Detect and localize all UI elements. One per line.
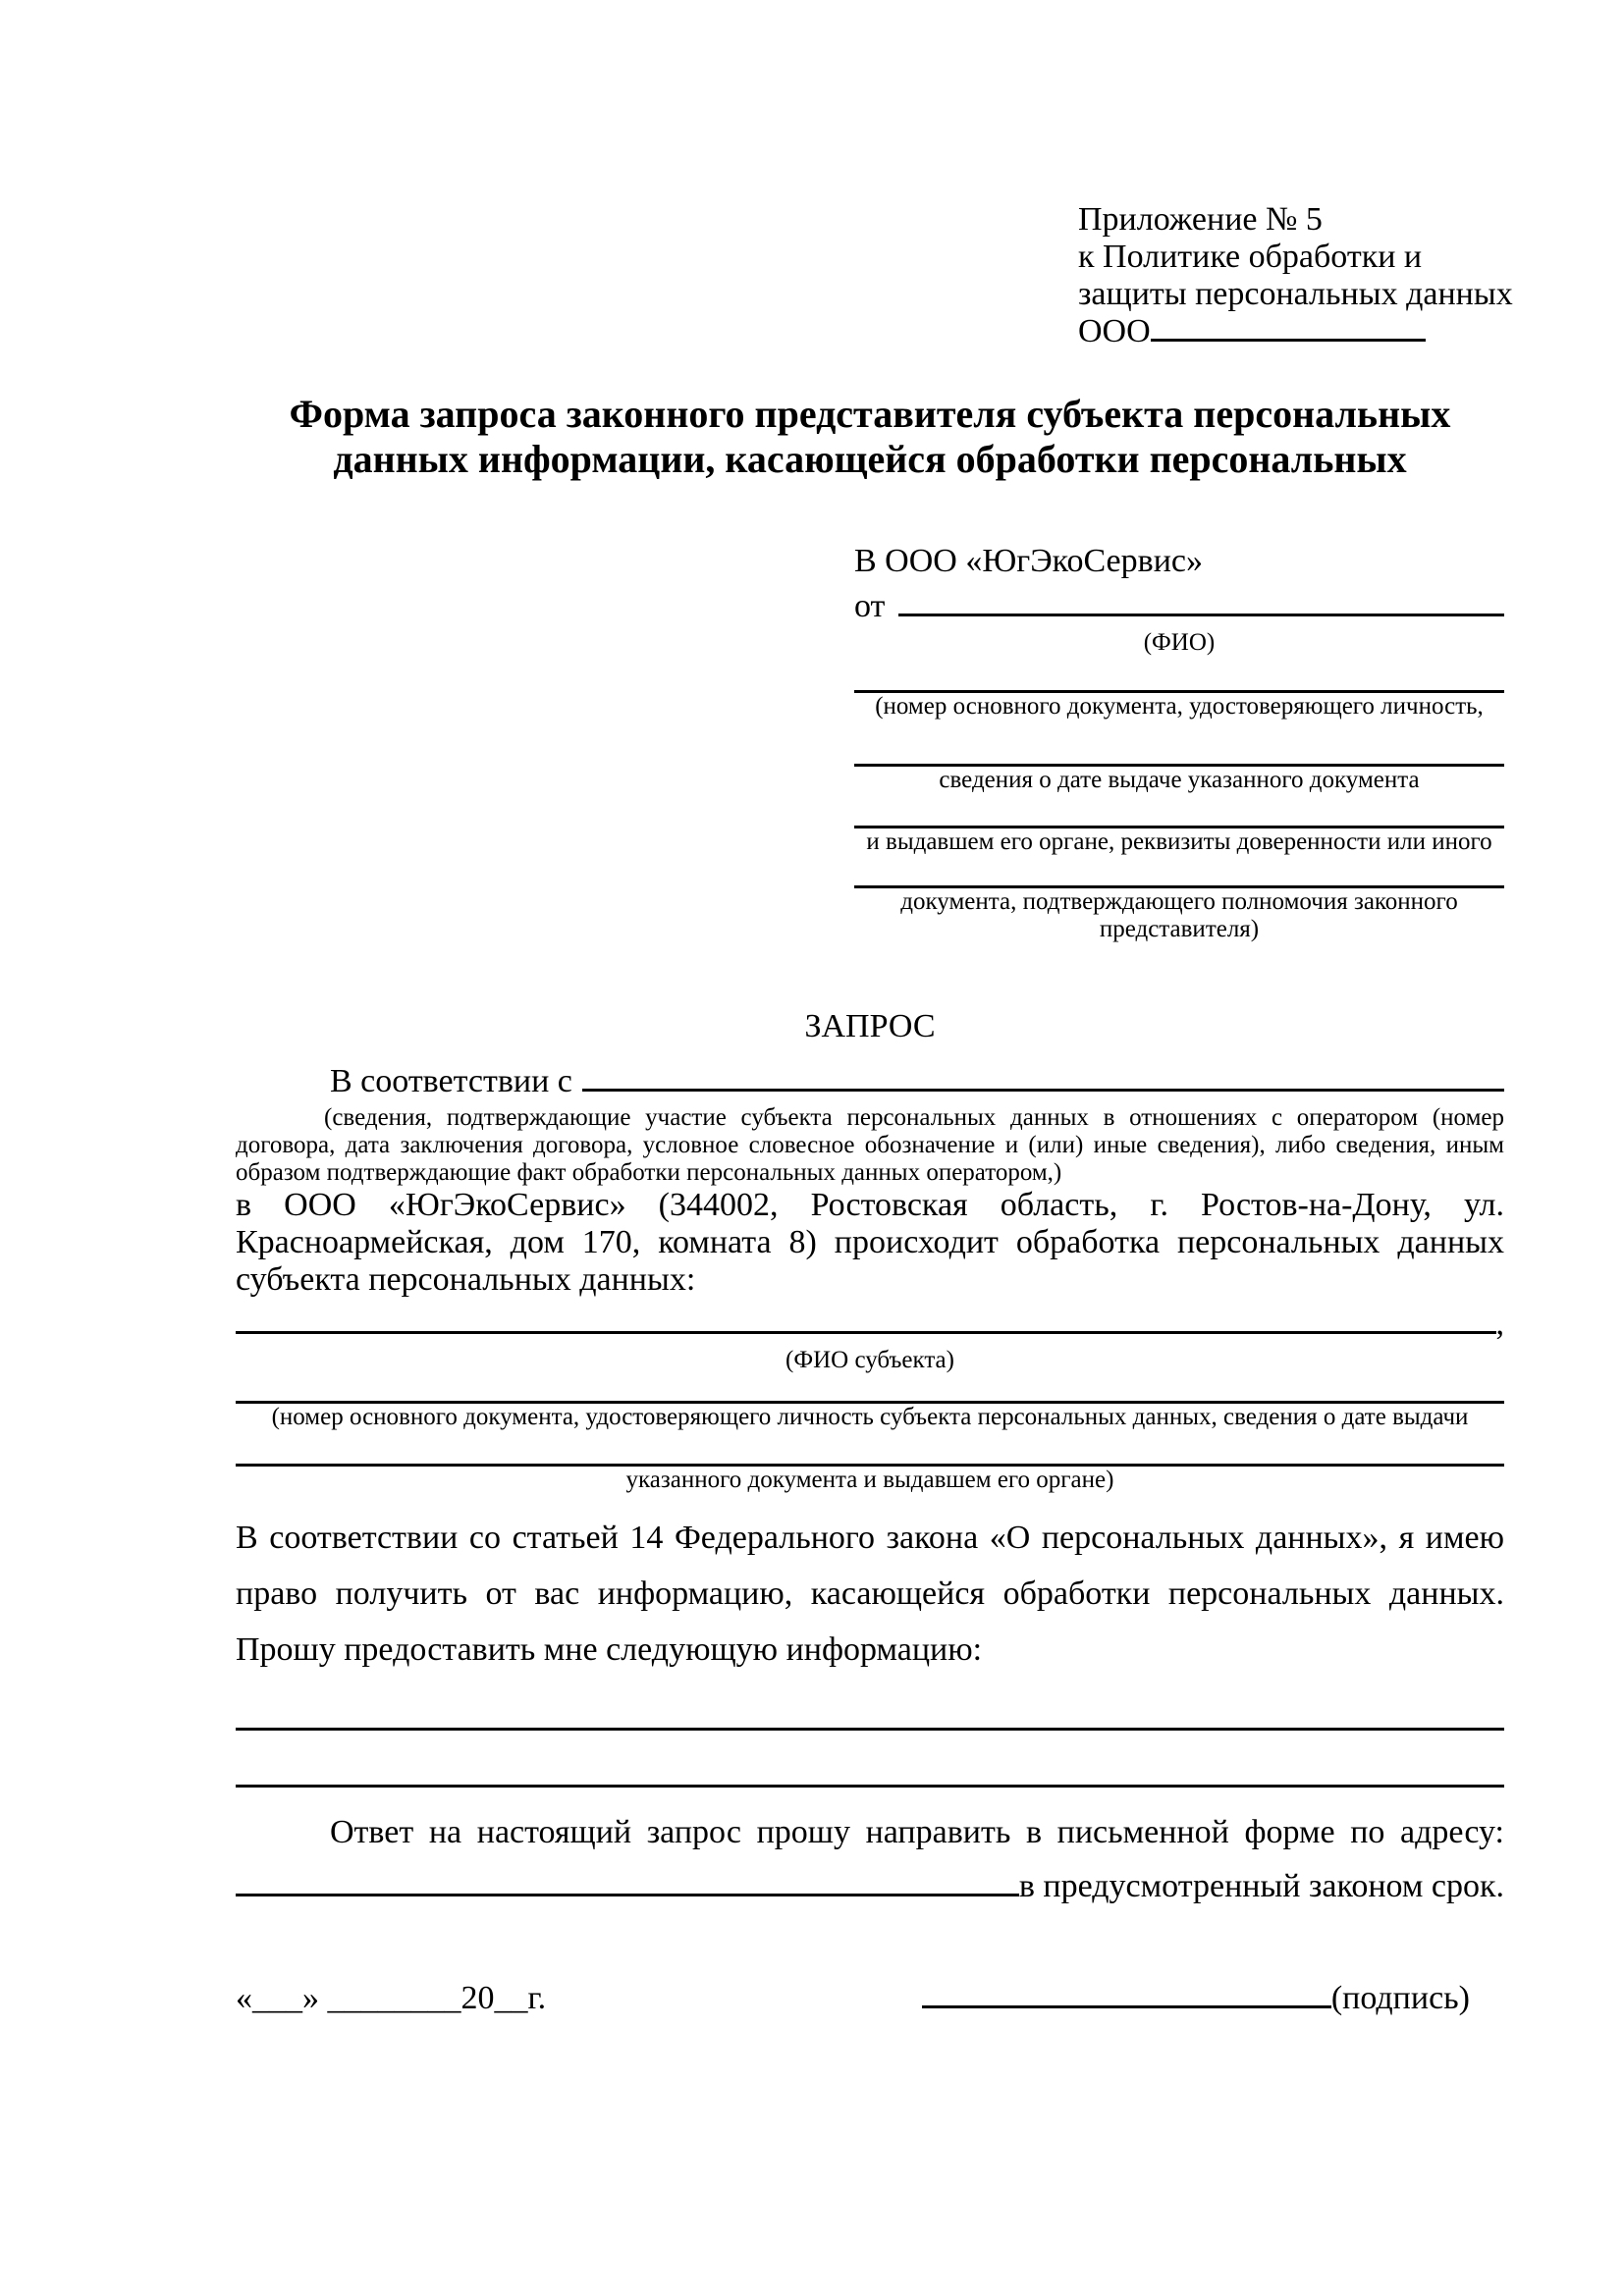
subject-fio-caption: (ФИО субъекта) (785, 1347, 954, 1373)
ooo-label: ООО (1078, 313, 1151, 349)
date-blank: «___» ________20__г. (236, 1980, 547, 2016)
requested-info-blank-line-2 (236, 1731, 1504, 1788)
representative-doc-caption-2: сведения о дате выдаче указанного документа (939, 767, 1420, 793)
subject-fio-row (236, 1306, 1504, 1343)
signature-group (922, 1980, 1504, 2017)
representative-doc-caption-1: (номер основного документа, удостоверяющего личность, (875, 693, 1484, 720)
title-line-1: Форма запроса законного представителя субъекта персональных (289, 392, 1451, 436)
representative-doc-caption-4: документа, подтверждающего полномочия законного представителя) (900, 888, 1458, 942)
representative-doc-blank-line-3 (854, 794, 1504, 828)
document-title (236, 392, 1504, 482)
law-paragraph: В соответствии со статьей 14 Федерального закона «О персональных данных», я имею право получить от вас информацию, касающейся обработки персональных данных. Прошу предоставить мне следующую информацию: (236, 1520, 1504, 1668)
address-blank-line (236, 1893, 1019, 1896)
answer-tail: в предусмотренный законом срок. (1018, 1868, 1504, 1904)
subject-comma: , (1495, 1306, 1504, 1342)
intro-row (236, 1063, 1504, 1100)
appendix-line-1: Приложение № 5 (1078, 201, 1323, 238)
appendix-block (1078, 201, 1513, 350)
footer-row (236, 1980, 1504, 2017)
intro-label: В соответствии с (330, 1063, 572, 1099)
requested-info-blank-line-1 (236, 1678, 1504, 1731)
signature-blank-line (922, 2004, 1331, 2008)
request-heading: ЗАПРОС (804, 1008, 936, 1044)
representative-doc-blank-line-1 (854, 657, 1504, 693)
representative-doc-blank-line-2 (854, 721, 1504, 767)
appendix-line-2: к Политике обработки и (1078, 239, 1423, 275)
fio-caption: (ФИО) (1143, 629, 1216, 656)
subject-doc-blank-line-2 (236, 1431, 1504, 1467)
title-line-2: данных информации, касающейся обработки персональных (333, 437, 1407, 481)
address-row (236, 1868, 1504, 1905)
subject-fio-blank-line (236, 1330, 1496, 1334)
addressee-organization: В ООО «ЮгЭкоСервис» (854, 543, 1203, 579)
intro-blank-line (582, 1088, 1504, 1092)
subject-doc-blank-line-1 (236, 1374, 1504, 1404)
signature-caption: (подпись) (1330, 1980, 1470, 2016)
representative-fio-blank-line (898, 613, 1504, 616)
representative-doc-caption-3: и выдавшем его органе, реквизиты доверенности или иного (866, 828, 1492, 855)
intro-caption: (сведения, подтверждающие участие субъекта персональных данных в отношениях с оператором (номер договора, дата заключения договора, условное словесное обозначение и (или) иные сведения), либо сведения, иным образом подтверждающие факт обработки персональных данных оператором,) (236, 1104, 1504, 1186)
operator-paragraph: в ООО «ЮгЭкоСервис» (344002, Ростовская область, г. Ростов-на-Дону, ул. Красноармейская, дом 170, комната 8) происходит обработка персональных данных субъекта персональных данных: (236, 1187, 1504, 1298)
ooo-blank-line (1151, 338, 1426, 342)
appendix-ooo-row (1078, 313, 1426, 350)
representative-doc-blank-line-4 (854, 856, 1504, 888)
from-row (854, 588, 1504, 625)
from-label: от (854, 588, 886, 624)
subject-doc-caption-1: (номер основного документа, удостоверяющего личность субъекта персональных данных, сведения о дате выдачи (271, 1404, 1469, 1430)
subject-doc-caption-2: указанного документа и выдавшем его органе) (625, 1467, 1114, 1493)
addressee-block (854, 543, 1504, 943)
answer-paragraph: Ответ на настоящий запрос прошу направить в письменной форме по адресу: (330, 1814, 1504, 1850)
appendix-line-3: защиты персональных данных (1078, 276, 1513, 312)
